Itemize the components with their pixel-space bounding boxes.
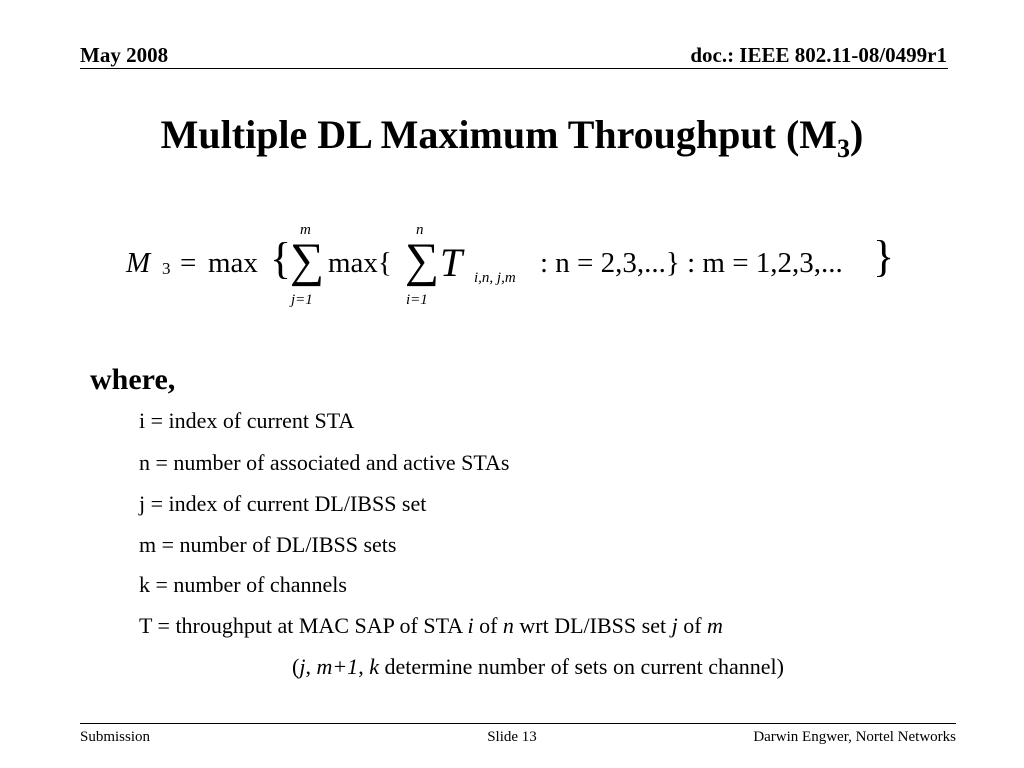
- sum1-lower: j=1: [291, 292, 313, 308]
- footer-left: Submission: [80, 729, 151, 745]
- formula-brace-close: }: [873, 232, 895, 281]
- note-open: (: [292, 654, 300, 679]
- sum2-lower: i=1: [406, 292, 428, 308]
- formula-t-var: T: [440, 240, 463, 285]
- title-close: ): [850, 112, 864, 157]
- definition-item: i = index of current STA: [139, 408, 355, 433]
- sum2-upper: n: [416, 222, 424, 238]
- footer-rule: [80, 723, 956, 724]
- td-j: j: [671, 613, 678, 638]
- sum2-sigma-icon: ∑: [405, 234, 440, 287]
- where-label: where,: [90, 363, 176, 396]
- formula-lhs-var: M: [126, 247, 151, 279]
- formula-max1: max: [208, 247, 258, 279]
- definition-item: n = number of associated and active STAs: [139, 450, 510, 475]
- td-i: i: [467, 613, 474, 638]
- definition-item: k = number of channels: [139, 572, 347, 597]
- td-n: n: [502, 613, 514, 638]
- td-mid: wrt DL/IBSS set: [513, 613, 672, 638]
- formula-brace-open: {: [270, 234, 292, 283]
- title-subscript: 3: [837, 134, 851, 163]
- formula-lhs-sub: 3: [162, 259, 171, 278]
- td-of2: of: [677, 613, 708, 638]
- header-doc-id: doc.: IEEE 802.11-08/0499r1: [690, 43, 947, 67]
- formula-t-sub: i,n, j,m: [474, 270, 516, 286]
- td-prefix: T = throughput at MAC SAP of STA: [139, 613, 468, 638]
- sum1-upper: m: [300, 222, 311, 238]
- header-date: May 2008: [80, 43, 169, 67]
- formula-max2: max{: [328, 247, 392, 279]
- note-j: j: [299, 654, 306, 679]
- formula: [0, 0, 1024, 330]
- note-m1: m+1: [316, 654, 359, 679]
- td-m: m: [707, 613, 723, 638]
- formula-conditions: : n = 2,3,...} : m = 1,2,3,...: [540, 247, 843, 279]
- note-k: k: [369, 654, 379, 679]
- definition-item: j = index of current DL/IBSS set: [139, 491, 427, 516]
- note-rest: determine number of sets on current channel): [378, 654, 784, 679]
- throughput-definition: [139, 613, 723, 639]
- sum1-sigma-icon: ∑: [290, 234, 325, 287]
- footer-right: Darwin Engwer, Nortel Networks: [753, 729, 956, 745]
- note-comma2: ,: [358, 654, 370, 679]
- title-text: Multiple DL Maximum Throughput (M: [160, 112, 838, 157]
- footer-slide-number: Slide 13: [487, 729, 537, 745]
- note-comma1: ,: [305, 654, 317, 679]
- formula-equals: =: [180, 247, 197, 279]
- td-of1: of: [473, 613, 503, 638]
- sets-note: [292, 654, 784, 680]
- definition-item: m = number of DL/IBSS sets: [139, 532, 397, 557]
